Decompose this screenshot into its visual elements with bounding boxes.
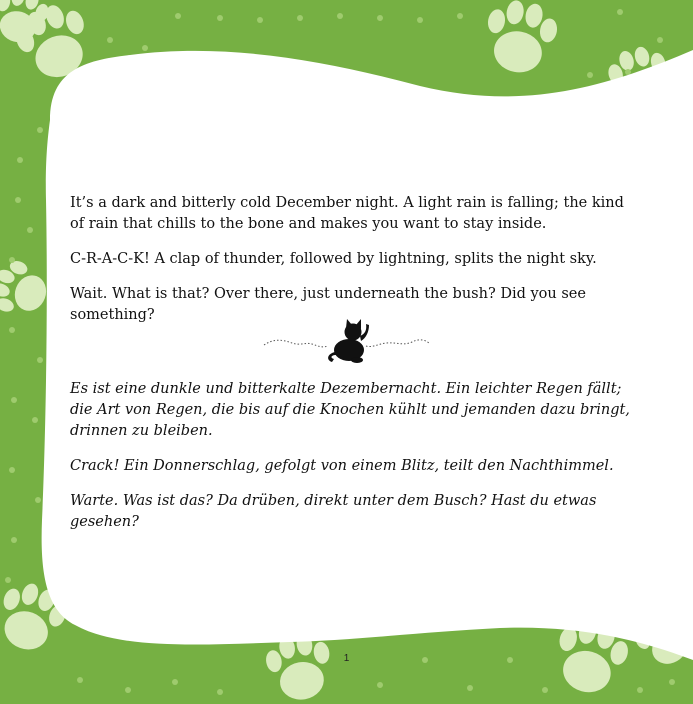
cat-divider — [262, 318, 432, 366]
german-paragraph: Crack! Ein Donnerschlag, gefolgt von einem Blitz, teilt den Nachthimmel. — [70, 458, 614, 474]
page-number: 1 — [343, 653, 350, 664]
dotted-swirl-right — [366, 340, 430, 347]
dotted-swirl-left — [264, 340, 328, 347]
english-paragraph: C-R-A-C-K! A clap of thunder, followed by lightning, splits the night sky. — [70, 251, 597, 267]
cat-silhouette-icon — [328, 319, 369, 363]
german-text-block — [70, 379, 630, 547]
english-paragraph: Wait. What is that? Over there, just underneath the bush? Did you see something? — [70, 286, 586, 323]
german-paragraph: Es ist eine dunkle und bitterkalte Dezembernacht. Ein leichter Regen fällt; die Art von Regen, die bis auf die Knochen kühlt und jemanden dazu bringt, drinnen zu bleiben. — [70, 381, 630, 439]
english-paragraph: It’s a dark and bitterly cold December night. A light rain is falling; the kind of rain that chills to the bone and makes you want to stay inside. — [70, 195, 624, 232]
german-paragraph: Warte. Was ist das? Da drüben, direkt unter dem Busch? Hast du etwas gesehen? — [70, 493, 597, 530]
